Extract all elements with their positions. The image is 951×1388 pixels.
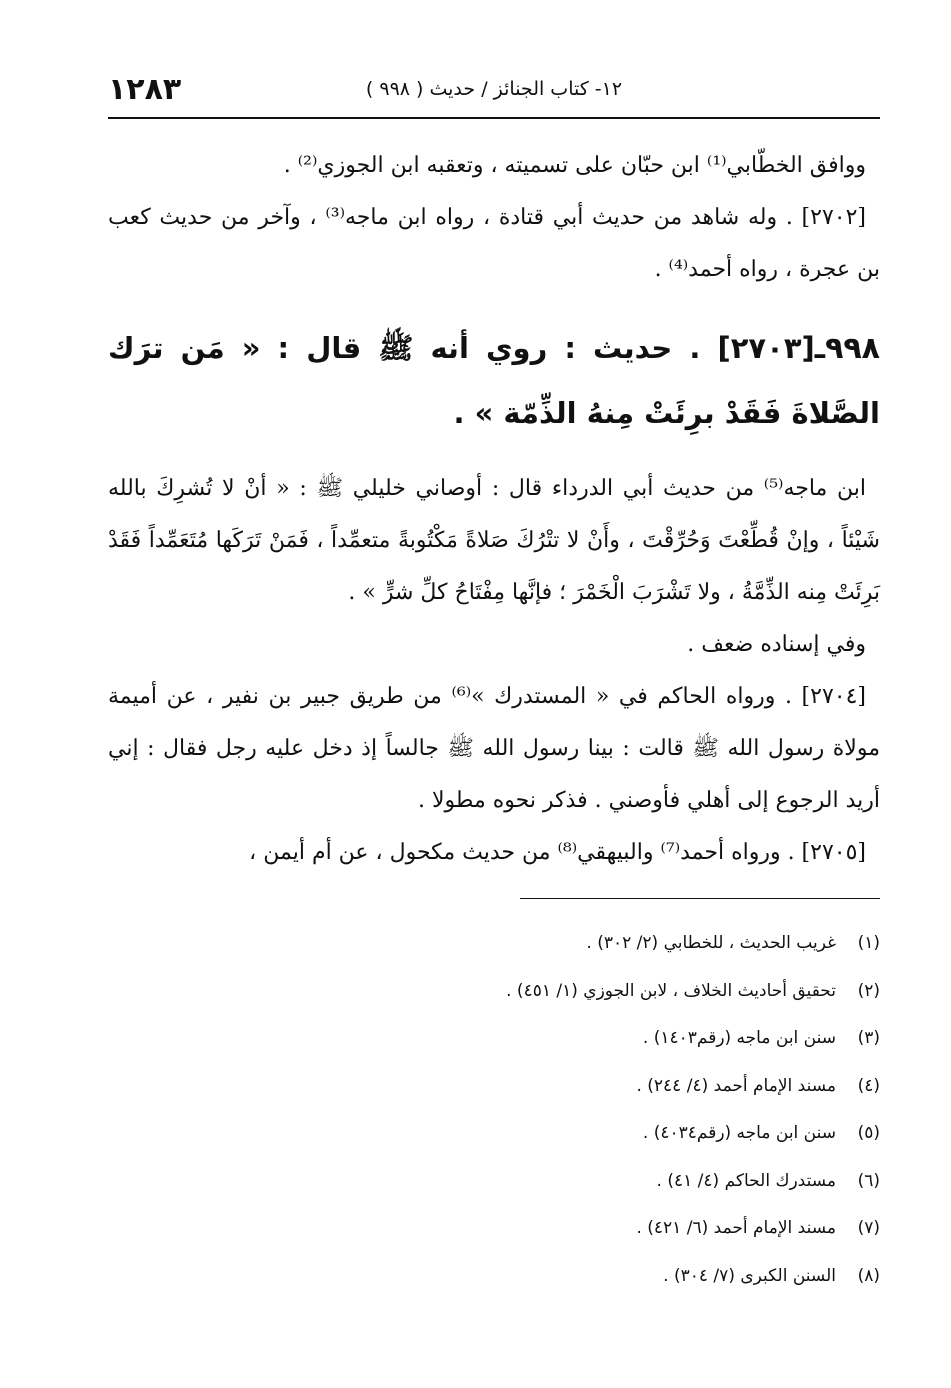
- footnote-item: [108, 1253, 880, 1301]
- paragraph-6: [٢٧٠٥] . ورواه أحمد⁽⁷⁾ والبيهقي⁽⁸⁾ من حديث مكحول ، عن أم أيمن ،: [249, 840, 866, 865]
- paragraph-4: وفي إسناده ضعف .: [687, 632, 866, 657]
- footnote-text: مستدرك الحاكم (٤/ ٤١) .: [656, 1170, 836, 1191]
- footnote-item: [108, 1205, 880, 1253]
- footnote-item: [108, 1110, 880, 1158]
- footnote-item: [108, 1015, 880, 1063]
- hadith-number: ٩٩٨ـ: [814, 331, 880, 366]
- footnote-text: سنن ابن ماجه (رقم١٤٠٣) .: [642, 1028, 836, 1048]
- footnote-text: السنن الكبرى (٧/ ٣٠٤) .: [663, 1265, 836, 1286]
- footnote-text: مسند الإمام أحمد (٦/ ٤٢١) .: [636, 1218, 836, 1238]
- footnote-text: مسند الإمام أحمد (٤/ ٢٤٤) .: [636, 1075, 836, 1096]
- footnote-number: (٥): [857, 1123, 880, 1143]
- footnote-rule: [520, 898, 880, 899]
- footnote-number: (٣): [857, 1028, 880, 1048]
- hadith-heading-text: [٢٧٠٣] . حديث : روي أنه ﷺ قال : « مَن ترَك الصَّلاةَ فَقَدْ برِئَتْ مِنهُ الذِّمّة » .: [108, 331, 880, 430]
- footnote-text: سنن ابن ماجه (رقم٤٠٣٤) .: [642, 1123, 836, 1143]
- running-title: ١٢- كتاب الجنائز / حديث ( ٩٩٨ ): [365, 78, 623, 100]
- hadith-heading: [108, 316, 880, 445]
- paragraph-5: [٢٧٠٤] . ورواه الحاكم في « المستدرك »⁽⁶⁾ من طريق جبير بن نفير ، عن أميمة مولاة رسول الله ﷺ قالت : بينا رسول الله ﷺ جالساً إذ دخل عليه رجل فقال : إني أريد الرجوع إلى أهلي فأوصني . فذكر نحوه مطولا .: [108, 684, 880, 813]
- footnote-number: (٨): [857, 1265, 880, 1286]
- page-number: ١٢٨٣: [108, 72, 182, 107]
- paragraph-1: ووافق الخطّابي⁽¹⁾ ابن حبّان على تسميته ، وتعقبه ابن الجوزي⁽²⁾ .: [283, 153, 866, 178]
- footnote-text: تحقيق أحاديث الخلاف ، لابن الجوزي (١/ ٤٥١) .: [506, 980, 836, 1001]
- footnote-item: [108, 920, 880, 968]
- footnote-item: [108, 1158, 880, 1206]
- footnote-number: (٢): [857, 980, 880, 1001]
- footnote-number: (٦): [857, 1170, 880, 1191]
- footnote-number: (١): [857, 933, 880, 953]
- footnotes-list: [108, 920, 880, 1300]
- main-text: [108, 140, 880, 879]
- footnote-number: (٧): [857, 1218, 880, 1238]
- footnote-number: (٤): [857, 1075, 880, 1096]
- paragraph-3: ابن ماجه⁽⁵⁾ من حديث أبي الدرداء قال : أوصاني خليلي ﷺ : « أنْ لا تُشرِكَ بالله شَيْئاً ، وإنْ قُطِّعْتَ وَحُرِّقْتَ ، وأَنْ لا تتْرُكَ صَلاةً مَكْتُوبةً متعمِّداً ، فَمَنْ تَرَكَها مُتَعَمِّداً فَقَدْ بَرِئَتْ مِنه الذِّمَّةُ ، ولا تَشْرَبَ الْخَمْرَ ؛ فإنَّها مِفْتَاحُ كلِّ شرٍّ » .: [108, 476, 880, 605]
- paragraph-2: [٢٧٠٢] . وله شاهد من حديث أبي قتادة ، رواه ابن ماجه⁽³⁾ ، وآخر من حديث كعب بن عجرة ، رواه أحمد⁽⁴⁾ .: [108, 205, 880, 282]
- footnote-item: [108, 1063, 880, 1111]
- footnote-item: [108, 968, 880, 1016]
- header-rule: [108, 117, 880, 119]
- footnote-text: غريب الحديث ، للخطابي (٢/ ٣٠٢) .: [586, 933, 836, 953]
- page-header: [108, 70, 880, 116]
